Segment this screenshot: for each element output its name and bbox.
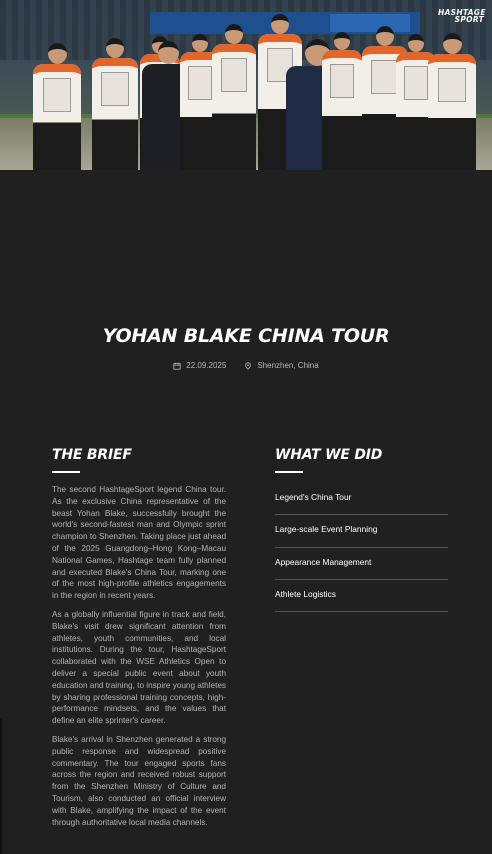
certificate	[404, 66, 428, 100]
brief-paragraph: The second HashtageSport legend China tour. As the exclusive China representative of the beast Yohan Blake, successfully brought the world's second-fastest man and Olympic sprint champion to Shenzhen. Taking place just ahead of the 2025 Guangdong–Hong Kong–Macau National Games, Hashtage team fully planned and executed Blake's China Tour, marking one of the most high-profile athletics engagements in the region in recent years.	[52, 485, 226, 601]
brief-paragraph: Blake's arrival in Shenzhen generated a strong public response and widespread positive commentary. The tour engaged sports fans across the region and received robust support from the Shenzhen Ministry of Culture and Tourism, also conducted an official interview with Blake, amplifying the impact of the event through authoritative local media channels.	[52, 734, 226, 827]
hashtage-sport-logo	[438, 9, 484, 23]
certificate	[221, 58, 247, 92]
brief-body	[52, 484, 226, 835]
event-location	[244, 361, 318, 370]
athlete-head	[408, 34, 424, 52]
certificate	[101, 72, 129, 106]
location-pin-icon	[244, 362, 252, 370]
event-meta	[0, 361, 492, 370]
athlete-head	[48, 43, 67, 64]
services-heading-underline	[275, 471, 303, 473]
athlete-head	[106, 38, 124, 58]
service-item: Legend's China Tour	[275, 483, 448, 515]
services-heading: WHAT WE DID	[275, 447, 383, 463]
certificate	[188, 66, 212, 100]
brief-heading-underline	[52, 471, 80, 473]
certificate	[43, 78, 72, 112]
event-location-text: Shenzhen, China	[257, 361, 319, 370]
athlete-head	[225, 24, 243, 44]
athlete-head	[271, 14, 289, 34]
certificate	[438, 68, 467, 102]
event-date-text: 22.09.2025	[186, 361, 227, 370]
certificate	[371, 60, 399, 94]
service-item: Appearance Management	[275, 548, 448, 580]
logo-text-line2: SPORT	[454, 15, 484, 24]
brief-paragraph: As a globally influential figure in track and field, Blake's visit drew significant attention from athletes, youth communities, and local institutions. During the tour, HashtageSport collaborated with the WSE Athletics Open to deliver a special public event about youth education and training, to inspire young athletes by sharing professional training concepts, high-performance mindsets, and the values that define an elite sprinter's career.	[52, 609, 226, 726]
logo-text-line1: HASHTAGE	[438, 8, 486, 17]
event-date	[173, 361, 226, 370]
brief-heading: THE BRIEF	[52, 447, 132, 463]
services-list	[275, 483, 448, 612]
calendar-icon	[173, 362, 181, 370]
service-item: Athlete Logistics	[275, 580, 448, 612]
hero-photo	[0, 0, 492, 170]
athlete-head	[192, 34, 208, 52]
athlete-head	[443, 33, 462, 54]
service-item: Large-scale Event Planning	[275, 515, 448, 547]
athlete-head	[376, 26, 394, 46]
page-title: YOHAN BLAKE CHINA TOUR	[102, 325, 390, 347]
athlete-head	[334, 32, 350, 50]
stadium-banner-secondary	[330, 14, 410, 32]
athlete-head	[158, 41, 179, 64]
left-edge-bar	[0, 718, 2, 854]
certificate	[330, 64, 354, 98]
